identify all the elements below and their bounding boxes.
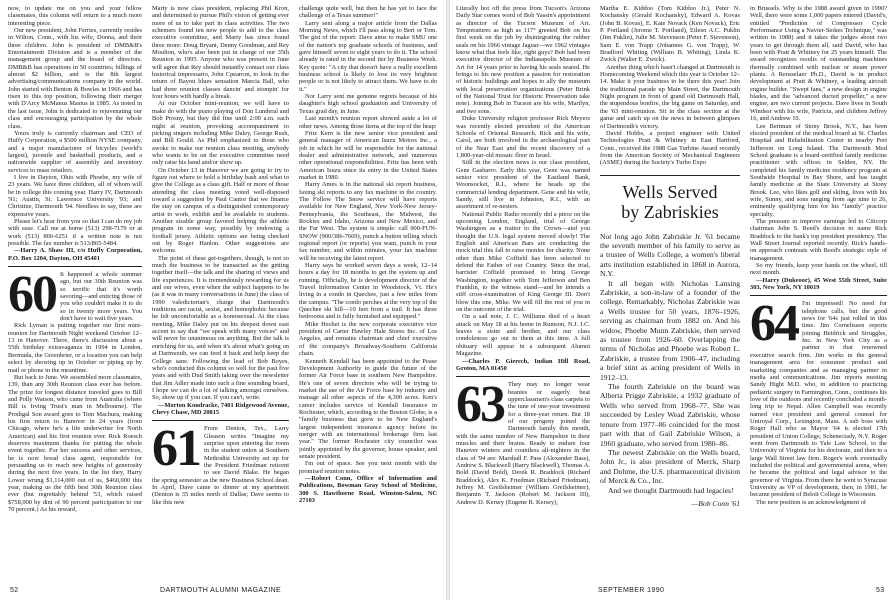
paragraph: I live in Dayton, Ohio with Phoebe, my wife of 23 years. We have three children, all of whom will be in college this coming year. Harry IV, Dartmouth '91; Austin, St. Lawrence University '93; and Christine, Dartmouth '94. Needless to say, these are expensive years. [8,173,142,218]
signature: —Harry A. Shaw III, c/o Huffy Corporation, P.O. Box 1204, Dayton, OH 45401 [8,247,142,262]
paragraph: They may no longer wear beanies or eagerly beat upperclassmen's class carpets to the tune of one-year investment for a three-year return. But 18 of our progeny joined the Dartmouth family this month, with the same number of New Hampshire in their muscles and their brains. Ready to endure four Hanover winters and countless all-nighters in the class of '94 are: Marshall F. Pass (Alexander Bass), Andrew S. Blackwell (Barry Blackwell), Thomas A. Bold (David Bold), Derek R. Braddock (Richard Braddock), Alex K. Friedman (Richard Friedman), Jeffrey M. Greilsheimer (William Greilsheimer), Benjamin T. Jackson (Robert M. Jackson III), Andrew D. Kersey (Eugene R. Kersey), [456,381,590,506]
class-year-numeral: 60 [8,266,56,324]
paragraph: National Public Radio recently did a piece on the upcoming London, England, trial of George Washington as a traitor to the Crown—and you thought the U.S. legal system moved slowly! The English and American Bars are conducting the mock trial this fall to raise monies for charity. None other than Mike Coffield has been selected to defend the Father of our Country. Since the trial, barrister Coffield promised to bring George Washington, together with Tom Jefferson and Ben Franklin, to the witness stand—and he intends a stiff cross-examination of King George III. Don't blow this one, Mike. We will fill the rest of you in on the outcome of the trial. [456,210,590,314]
class-entry [8,266,142,324]
feature-article [600,182,740,509]
page-number-left: 52 [10,587,19,594]
right-column-1 [456,5,590,560]
paragraph: The new position is an acknowledgment of [756,498,867,506]
paragraph: Harry says he worked seven days a week, 12–14 hours a day for 18 months to get the system up and running. Officially, he is development director of the Travel Information Center in Woodstock, Vt. He's living in a condo in Quechee, just a few miles from the campus. "The condo perches at the very top of the Quechee ski hill—10 feet from a trail. It has three bedrooms and is fully furnished and equipped." [299,262,437,321]
class-year-numeral: 61 [152,420,200,478]
left-column-1 [8,5,142,560]
paragraph: Last month's reunion report showed aside a lot of other news. Among those items at the top of the heap: [299,115,437,130]
feature-headline [600,182,740,222]
paragraph: At our October mini-reunion, we will have to make do with the piano playing of Don Lunderal and Bob Prosny, but they did fine until 2:00 a.m. each night at reunion, provoking accompaniment to picking singers including Mike Daley, George Rush, and Bill Gould. As Phil emphasized to those who awoke to make our reunion class meeting, anybody who wants to be on the executive committee need only raise his hand and/or show up. [152,100,289,167]
paragraph: And we thought Dartmouth had legacies! [608,485,734,495]
paragraph: The newest Zabriskie on the Wells board, John Jr., is also president of Merck, Sharp and Dohme, the U.S. pharmaceutical division of Merck & Co., Inc. [600,447,740,486]
headline-line-1: Wells Served [622,181,718,202]
paragraph: Yours truly is currently chairman and CEO of Huffy Corporation, a $500 million NYSE company, and a major manufacturer of bicycles (world's largest), juvenile and basketball products, and a nationwide supplier of assembly and inventory services to mass retailers. [8,129,142,174]
paragraph: I'm out of space. See you next month with the promised reunion notes. [299,460,437,475]
paragraph: Mike Hechet is the new corporate executive vice president of Carter Hawley Hale Stores Inc. of Los Angeles, and remains chairman and chief executive of the company's Broadway-Southern California chain. [299,320,437,358]
paragraph: Lee Bertman of Stony Brook, N.Y., has been elected president of the medical board at St. Charles Hospital and Rehabilitation Center in nearby Port Jefferson on Long Island. The Dartmouth Med School graduate is a board-certified family medicine practitioner with offices in Selden, NY. He completed his family medicine residency program at Southside Hospital in Bay Shore, and has taught family medicine at the State University at Stony Brook. Lee, who likes golf and skiing, lives with his wife, Sunny, and sons ranging from age nine to 26, eminently qualifying him for his "family" practice specialty. [750,122,887,218]
paragraph: It all began with Nicholas Lansing Zabriskie, a son-in-law of a founder of the college. Remarkably, Nicholas Zabriskie was a Wells trustee for 50 years, 1876–1926, serving as chairman from 1882 on. And his widow, Phoebe Munn Zabriskie, then served as trustee from 1926–60. Overlapping the terms of Nicholas and Phoebe was Robert L. Zabriskie, a trustee from 1906–47, including a brief stint as acting president of Wells in 1912–13. [600,278,740,382]
right-column-2 [600,5,740,560]
left-column-2 [152,5,289,560]
headline-line-2: by Zabriskies [621,201,719,222]
paragraph: Martha E. Kiddoo (Tom Kiddoo Jr.), Peter N. Kochansky (Gerald Kochansky), Edward A. Kovas (John B. Kovas), E. Kate Novack (Ken Novack), Eric P. Portland (Jerome T. Portland), Eileen A.C. Puklin (Jim Puklin), Julie M. Stevenson (Peter F. Stevenson), Sam E. von Trapp (Johannes G. von Trapp), W. Bradford Whiting (William B. Whiting), Linda K. Zwick (Walter E. Zwick). [600,5,740,64]
right-page [448,0,896,600]
class-year-numeral: 63 [456,376,504,434]
paragraph: On October 13 in Hanover we are going to try to figure out where to hold a birthday bash and what to give the College as a class gift. Half or more of those attending the class meeting voted well-disposed toward a suggestion by Paul Cantor that we finance the stay on campus of a distinguished contemporary artist to work, exhibit and be available to students. Another sizable group favored helping the athletic program in some way, possibly by endowing a football jersey. Athletic options are being checked out by Roger Hanlon. Other suggestions are welcome. [152,166,289,255]
class-entry [152,420,289,506]
issue-date-footer: SEPTEMBER 1990 [598,587,665,594]
left-column-3 [299,5,437,560]
paragraph: Nor Larry sent me genuine regrets because of his daughter's high school graduation and University of Texas grad day, in June. [299,93,437,115]
paragraph: Marty is now class president, replacing Phil Kron, and determined to pursue Phil's vision of getting ever more of us to take part in class activities. The two schemers found ten new people to add to the class executive committee, and Marty has since found three more: Doug Bryant, Denny Goodman, and Rey Moulton, who's also been put in charge of our 35th Reunion in 1995. Anyone who was present in June will agree that Rey should instantly contact our class historical impressario, John Cpearron, to look in the return of Bayou blues sensation Marcia Ball, who had three reunion classes dancin' and stompin' for four hours with hardly a break. [152,5,289,101]
signature: —Morton Kondracke, 7401 Ridgewood Avenue, Chevy Chase, MD 20815 [152,401,289,416]
paragraph: Duke University religion professor Rick Meyers was recently elected president of the American Schools of Oriental Research. Rick and his wife, Carol, are both involved in the archaeological part of the Near East and the recent discovery of a 1,800-year-old mosaic floor in Israel. [456,115,590,159]
signature: —Robert Conn, Office of Information and Publications, Bowman Gray School of Medicine, 300 S. Hawthorne Road, Winston-Salem, NC 27103 [299,475,437,505]
paragraph: Fritz Kern is the new senior vice president and general manager of American Isuzu Motors Inc., a job in which he will be responsible for the national dealer and administrative network, and numerous other operational responsibilities. Fritz has been with American Isuzu since its entry in the United States market in 1980. [299,129,437,181]
paragraph: Another thing which hasn't changed at Dartmouth is Homecoming Weekend which this year is October 12–14. Make it your business to be there this year! Join the traditional parade up Main Street, the Dartmouth Night program in front of grand old Dartmouth Hall, the stupendous bonfire, the big game on Saturday, and the '63 mini-reunion. Sit in the class section at the game and catch up on the news in between glimpses of Dartmouth's victory. [600,63,740,130]
paragraph: challenge quite well, but then he has yet to face the challenge of a Texas summer!" [299,5,437,20]
paragraph: Larry sent along a major article from the Dallas Morning News, which I'll pass along to Bert or Tom. The gist of the report: Dave aims to make SMU one of the nation's top graduate schools of business, and gave himself seven to eight years to do it. The school already is rated in the second tier by Business Week. Key quote: "A city that doesn't have a really excellent business school is likely to lose its very brightest people or is not likely to attract them. We have to do it." [299,19,437,93]
paragraph: The point of these get-togethers, though, is not so much the business to be transacted as the getting together itself—the talk and the sharing of views and life experiences. It is tremendously rewarding for us and our wives, even when the subject happens to be (as it was in many conversations in June) the class of 1990 valedictorian's charge that Dartmouth's traditions are racist, sexist, and homophobic because he felt uncomfortable as a homosexual. At the class meeting, Mike Daley put on his deepest down east accent to say that "we speak with many voices" and will never be unanimous on anything. But the talk is enriching for us, and when it's about what's going on at Dartmouth, we can feed it back and help keep the College sane. Following the lead of Bob Boyes, who's conducted this column so well for the past five years and with Dud Smith taking over the newsletter that Jim Adler made into such a fine sounding board, I hope we can do a lot of talking amongst ourselves. So, show up if you can. If you can't, write. [152,254,289,402]
paragraph: On a sad note, J. C. Williams died of a heart attack on May 18 at his home in Rumson, N.J. J.C. leaves a sister and brother, and our class condolences go out to them at this time. A full obituary will appear in a subsequent Alumni Magazine. [456,313,590,358]
paragraph: Literally hot off the press from Tucson's Arizona Daily Star comes word of Bob Yassin's appointment as director of the Tucson Museum of Art. Temperatures as high as 117° greeted Bob on his first week on the job by disintegrating the rubber seals on his 1966 vintage Jaguar—we 1962 vintages know what that feels like, right guys? Bob had been executive director of the Indianapolis Museum of Art for 14 years prior to having his seals seared. He brings to his new position a passion for restoration of historic buildings and hopes to ally the museum with local preservation organizations (Peter Brink of the National Trust for Historic Preservation take note). Joining Bob in Tucson are his wife, Marilyn, and two sons. [456,5,590,115]
paragraph: now, to update me on you and your fellow classmates, this column will return to a much more interesting piece. [8,5,142,27]
paragraph: The fourth Zabriskie on the board was Alberta Prigge Zabriskie, a 1932 graduate of Wells who served from 1968–77. She was succeeded by Lesley Wead Zabriskie, whose tenure from 1977–86 coincided for the most part with that of Gail Zabriskie Wilson, a 1960 graduate, who served from 1980–86. [600,382,740,448]
paragraph: I'm impressed! No need for telephone calls, but the good news for '64s just rolled in this time. Jim Cornelissen reports joining Heidrick and Struggles, Inc. in New York City as a partner in that renowned executive search firm. Jim works in the general management area for consumer product and marketing companies and as managing partner in media and communications. Jim reports meeting Sandy Hight M.D. who, in addition to practicing pediatric surgery in Farmington, Conn., continues his love of the outdoors and recently concluded a month-long trip to Nepal. Allen Campbell was recently named vice president and general counsel for Uniroyal Corp., Lexington, Mass. A sub boss with Roger Hall who as Mayor '64 is elected 17th president of Union College, Schenectady, N.Y. Roger went from Dartmouth to Yale Law School, to the University of Virginia for his doctorate, and then to a large Wall Street law firm. Roger's work eventually included the political and governmental arena, when he became the political and legal advisor to the governor of Virginia. From there he went to Syracuse University as VP of development, then, in 1981, he became president of Beloit College in Wisconsin. [750,300,887,499]
class-year-numeral: 64 [750,295,798,353]
class-entry [456,376,590,506]
signature: —Charles P. Gierech, Indian Hill Road, Groton, MA 01450 [456,357,590,372]
paragraph: Please let's hear from you so that I can do my job with ease. Call me at home (513) 298-7179 or at work (513) 866-6251 if a written note is not possible. The fax number is 513/865-5484. [8,217,142,247]
signature: —Harry (Dukeoor), 45 West 55th Street, Suite 303, New York, NY 10019 [750,276,887,292]
class-entry [750,295,887,499]
paragraph: The pressure to improve earnings led to Citicorp chairman John S. Reed's decision to name Rick Braddock to the bank's top president presidency. The Wall Street Journal reported recently. Rick's hands-on approach contrasts with Reed's strategic style of management. [750,217,887,262]
page-number-right: 53 [876,587,885,594]
paragraph: From Denton, Tex., Larry Gleason writes "Imagine my surprise upon entering the room in the student union at Southern Methodist University set up for the President Friedman reticent to see David Blake. He began the spring semester as the new Business School dean. In April, Dave came to dinner at my apartment (Denton is 35 miles north of Dallas; Dave seems to like this new [152,425,289,506]
paragraph: So my friends, keep your hands on the wheel, till next month. [750,262,887,277]
paragraph: in Brussels. Why is the 1988 award given in 1990? Well, there were some 1,000 papers entered (David's, entitled "Prediction of Compressor Cycle Performance Using a Navier-Stokes Technique," was written in 1988) and it takes the judges about two years to get through them all, said David, who has been with Pratt & Whitney for 25 years himself. The award recognizes results of outstanding machines thermally combined with nuclear or steam power plants. A Rensselaer Ph.D., David is in product development at Pratt & Whitney, a leading aircraft engine builder. "Swept fans," a new design in engine blades, and the "advanced ducted propeller," a new engine, are two current projects. Dave lives in South Windsor with his wife, Patricia, and children Jeffrey 16, and Andrew 10. [750,5,887,123]
paragraph: But back to June. We assembled more classmates, 139, than any 30th Reunion class ever has before. The prize for longest distance traveled goes to Bill and Polly Watson, who came from Australia (where Bill is Irving Trust's man in Melbourne). The Prodigal Son award goes to Tom Machura, making his first return to Hanover in 24 years (from Chicago, where he's a life underwriter for North American) and his first reunion ever. Rick Roesch deserves maximum thanks for putting the whole event together. For her success and other services, he is now bread class agent, responsible for persuading us to reach new heights of generosity during the next five years. In the list they, Harry Lower wrung $1,114,000 out of us, $460,000 this year, making us the fifth best 30th Reunion class ever (but regrettably behind '53, which raised $758,000 by dint of 90 percent participation to our 70 percent.) As his reward, [8,373,142,514]
feature-byline: —Bob Conn '61 [691,498,740,508]
paragraph: Our new president, John Ferries, currently resides in Wilton, Conn., with his wife, Donna, and their three children. John is president of DMB&B's Entertainment Division and is a member of the management group and the board of directors. DMB&B has operations in 50 countries; billings of almost $2 billion, and is the 8th largest advertising/communications company in the world. John started with Benton & Bowles in 1966 and has risen to this top position, following their merger with D'Arcy McManus Masius in 1985. As noted in the last issue, John is dedicated to rejuvenating our class and encouraging participation by the whole class. [8,27,142,130]
feature-top-rule [600,175,740,176]
paragraph: Harry Ames is in the national ski report business, faxing ski reports to any fax machine in the country. The Follow The Snow service will have reports available for New England, New York-New Jersey-Pennsylvania, the Southeast, the Midwest, the Rockies and Idaho, Arizona and New Mexico, and the Far West. The system is simple: call 900-FUN-SNOW (900/386-7669), punch a button telling which regional report (or reports) you want, punch in your fax number, and within minutes, your fax machine will be receiving the latest report. [299,181,437,262]
right-column-3 [750,5,887,560]
paragraph: Kenneth Kendall has been appointed to the Pease Development Authority to guide the future of the former Air Force base in southern New Hampshire. He's one of seven directors who will be trying to market the use of the Air Force base by industry and manage all other aspects of the 4,300 acres. Ken's career includes service of Kendall Insurance in Rochester, which, according to the Boston Globe, is a "family business that grew to be New England's largest independent insurance agency before its merger with an international brokerage firm last year." The former Rochester city councilor was jointly appointed by the governor, house speaker, and senate president. [299,357,437,460]
paragraph: It happened a whole summer ago, but our 30th Reunion was so terrific that it's worth savoring—and enticing those of you who couldn't make it to do so in twenty more years. You don't have to wait five years. [60,271,142,323]
paragraph: Still in the election news is our class president, Gene Gasbarro. Early this year, Gene was named senior vice president of the Eastland Bank, Woonsocket, R.I., where he heads up the commercial lending department. Gene and his wife, Sandy, still live in Johnston, R.I., with an assortment of re-nesters. [456,159,590,211]
paragraph: Rick Lyman is putting together our first mini-reunion for Dartmouth Night weekend October 12–13 in Hanover. There, there's discussion about a 55th birthday extravaganza in 1994 in London, Bermuda, the Greenbrier, or a location you can help select by showing up in October or piping up by mail or phone in the meantime. [8,322,142,374]
magazine-title-footer: DARTMOUTH ALUMNI MAGAZINE [160,587,282,594]
paragraph: David Hobbs, a project engineer with United Technologies Pratt & Whitney in East Hartford, Conn., received the 1988 Gas Turbine Award recently from the American Society of Mechanical Engineers (ASME) during the Society's Turbo Expo [600,129,740,167]
paragraph: Not long ago John Zabriskie Jr. '61 became the seventh member of his family to serve as a trustee of Wells College, a women's liberal arts institution established in 1868 in Aurora, N.Y. [600,231,740,279]
